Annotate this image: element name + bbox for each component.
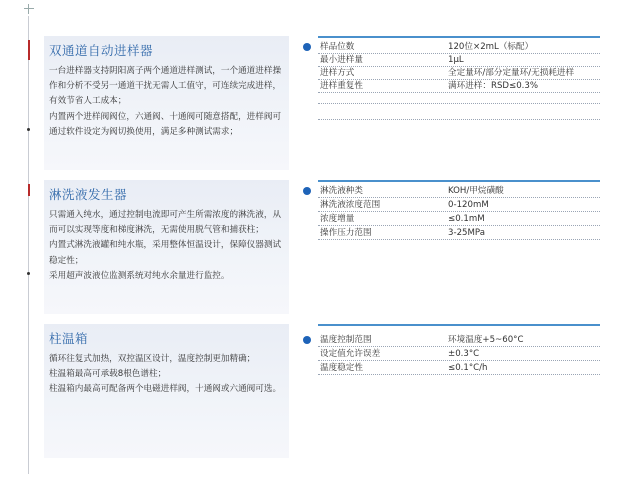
margin-line — [28, 16, 29, 474]
section-description — [49, 352, 283, 398]
spec-key: 操作压力范围 — [320, 228, 372, 238]
spec-row — [318, 67, 600, 80]
spec-value: 全定量环/部分定量环/无损耗进样 — [448, 68, 575, 78]
spec-divider — [318, 180, 600, 182]
section-column-oven — [44, 324, 289, 458]
margin-dot — [27, 128, 30, 131]
margin-accent — [28, 184, 30, 196]
spec-divider — [318, 36, 600, 38]
section-description — [49, 64, 283, 140]
spec-value: KOH/甲烷磺酸 — [448, 186, 504, 196]
spec-key: 样品位数 — [320, 42, 355, 52]
spec-row — [318, 54, 600, 67]
spec-key: 淋洗液浓度范围 — [320, 200, 381, 210]
section-title: 淋洗液发生器 — [49, 187, 128, 202]
spec-key: 最小进样量 — [320, 55, 363, 65]
spec-row — [318, 213, 600, 226]
section-title: 双通道自动进样器 — [49, 43, 154, 58]
spec-value: 3-25MPa — [448, 228, 485, 238]
spec-row — [318, 80, 600, 93]
description-paragraph: 柱温箱最高可承载8根色谱柱； — [49, 369, 167, 380]
description-paragraph: 柱温箱内最高可配备两个电磁进样阀，十通阀或六通阀可选。 — [49, 384, 282, 395]
description-paragraph: 循环往复式加热，双控温区设计，温度控制更加精确； — [49, 354, 256, 364]
spec-row — [318, 41, 600, 54]
spec-empty-row — [318, 102, 600, 104]
section-eluent-generator — [44, 180, 289, 314]
description-paragraph: 只需通入纯水，通过控制电流即可产生所需浓度的淋洗液，从而可以实现等度和梯度淋洗，无需使用脱气管和捕获柱； — [49, 210, 282, 236]
spec-row — [318, 334, 600, 347]
spec-key: 温度控制范围 — [320, 335, 372, 345]
spec-key: 设定值允许误差 — [320, 349, 381, 359]
spec-value: 0-120mM — [448, 200, 489, 210]
spec-key: 浓度增量 — [320, 214, 355, 224]
spec-value: 满环进样：RSD≤0.3% — [448, 81, 539, 91]
section-title: 柱温箱 — [49, 331, 89, 346]
crop-mark — [24, 4, 34, 14]
spec-key: 温度稳定性 — [320, 363, 363, 373]
bullet-icon — [303, 336, 311, 344]
description-paragraph: 一台进样器支持阴阳离子两个通道进样测试，一个通道进样操作和分析不受另一通道干扰无需人工值守，可连续完成进样，有效节省人工成本； — [49, 66, 282, 107]
section-autosampler — [44, 36, 289, 170]
spec-value: ≤0.1mM — [448, 214, 485, 224]
spec-empty-row — [318, 118, 600, 120]
spec-key: 进样重复性 — [320, 81, 363, 91]
description-paragraph: 采用超声波液位监测系统对纯水余量进行监控。 — [49, 270, 230, 281]
spec-value: 1μL — [448, 55, 464, 65]
description-paragraph: 内置两个进样阀阀位，六通阀、十通阀可随意搭配，进样阀可通过软件设定为阀切换使用，满足多种测试需求； — [49, 111, 282, 137]
spec-key: 进样方式 — [320, 68, 355, 78]
spec-value: 120位×2mL（标配） — [448, 42, 534, 52]
spec-table-autosampler — [300, 36, 600, 136]
description-paragraph: 内置式淋洗液罐和纯水瓶，采用整体恒温设计，保障仪器测试稳定性； — [49, 240, 282, 266]
spec-table-eluent-generator — [300, 180, 600, 250]
spec-divider — [318, 324, 600, 326]
spec-row — [318, 227, 600, 240]
spec-row — [318, 199, 600, 212]
spec-key: 淋洗液种类 — [320, 186, 363, 196]
spec-value: ≤0.1°C/h — [448, 363, 488, 373]
margin-accent — [28, 40, 30, 60]
spec-value: ±0.3°C — [448, 349, 480, 359]
bullet-icon — [303, 187, 311, 195]
bullet-icon — [303, 43, 311, 51]
spec-value: 环境温度+5~60°C — [448, 335, 524, 345]
spec-row — [318, 185, 600, 198]
spec-row — [318, 348, 600, 361]
section-description — [49, 208, 283, 284]
spec-table-column-oven — [300, 324, 600, 384]
margin-dot — [27, 272, 30, 275]
spec-row — [318, 362, 600, 375]
